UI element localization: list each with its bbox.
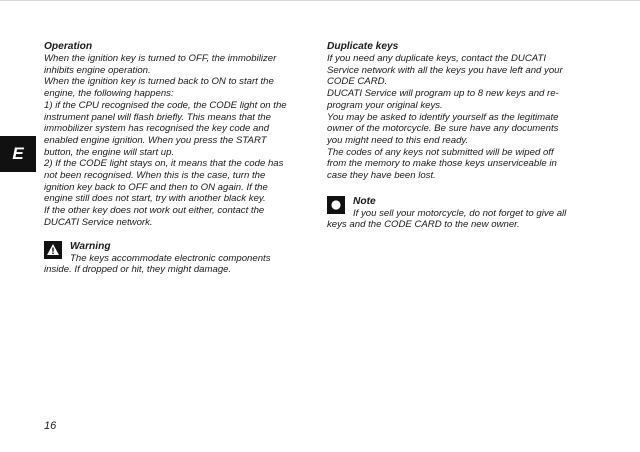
duplicate-keys-line: Service network with all the keys you have left and your xyxy=(327,64,563,76)
operation-line: 2) If the CODE light stays on, it means that the code has xyxy=(44,158,284,170)
operation-heading: Operation xyxy=(44,41,93,52)
note-heading: Note xyxy=(353,195,376,207)
note-line: If you sell your motorcycle, do not forget to give all xyxy=(353,207,567,219)
operation-line: If the other key does not work out either, contact the xyxy=(44,205,265,217)
language-tab-label: E xyxy=(12,144,24,163)
operation-section xyxy=(44,41,312,229)
operation-line: not been recognised. When this is the case, turn the xyxy=(44,170,266,182)
duplicate-keys-line: DUCATI Service will program up to 8 new keys and re- xyxy=(327,88,559,100)
duplicate-keys-line: The codes of any keys not submitted will be wiped off xyxy=(327,146,554,158)
warning-heading: Warning xyxy=(70,240,111,252)
operation-line: inhibits engine operation. xyxy=(44,64,151,76)
operation-line: immobilizer system has recognised the key code and xyxy=(44,123,270,135)
duplicate-keys-line: from the memory to make those keys unserviceable in xyxy=(327,158,557,170)
note-circle-icon xyxy=(327,196,345,214)
operation-line: When the ignition key is turned to OFF, the immobilizer xyxy=(44,53,277,64)
operation-line: DUCATI Service network. xyxy=(44,216,153,228)
operation-line: instrument panel will flash briefly. This means that the xyxy=(44,111,271,123)
duplicate-keys-line: You may be asked to identify yourself as the legitimate xyxy=(327,111,559,123)
left-column xyxy=(44,41,312,276)
warning-line: inside. If dropped or hit, they might damage. xyxy=(44,264,232,276)
operation-line: ignition key back to OFF and then to ON again. If the xyxy=(44,181,268,193)
warning-triangle-icon xyxy=(44,241,62,259)
page-number: 16 xyxy=(44,420,57,432)
top-border xyxy=(0,0,640,1)
operation-line: enabled engine ignition. When you press the START xyxy=(44,134,267,146)
duplicate-keys-line: owner of the motorcycle. Be sure have any documents xyxy=(327,123,559,135)
operation-line: When the ignition key is turned back to ON to start the xyxy=(44,76,274,88)
operation-line: button, the engine will start up. xyxy=(44,146,175,158)
right-column xyxy=(327,41,597,231)
duplicate-keys-heading: Duplicate keys xyxy=(327,41,399,52)
language-tab xyxy=(0,136,36,172)
warning-line: The keys accommodate electronic components xyxy=(70,252,271,264)
operation-line: engine, the following happens: xyxy=(44,88,174,100)
operation-line: engine still does not start, try with another black key. xyxy=(44,193,266,205)
duplicate-keys-line: program your original keys. xyxy=(327,99,443,111)
duplicate-keys-section xyxy=(327,41,597,182)
duplicate-keys-line: If you need any duplicate keys, contact the DUCATI xyxy=(327,53,546,64)
note-section xyxy=(327,196,597,231)
duplicate-keys-line: case they have been lost. xyxy=(327,170,436,182)
operation-line: 1) if the CPU recognised the code, the CODE light on the xyxy=(44,99,287,111)
duplicate-keys-line: you might need to this end ready. xyxy=(327,134,469,146)
duplicate-keys-line: CODE CARD. xyxy=(327,76,388,88)
note-line: keys and the CODE CARD to the new owner. xyxy=(327,219,520,231)
warning-section xyxy=(44,241,312,276)
